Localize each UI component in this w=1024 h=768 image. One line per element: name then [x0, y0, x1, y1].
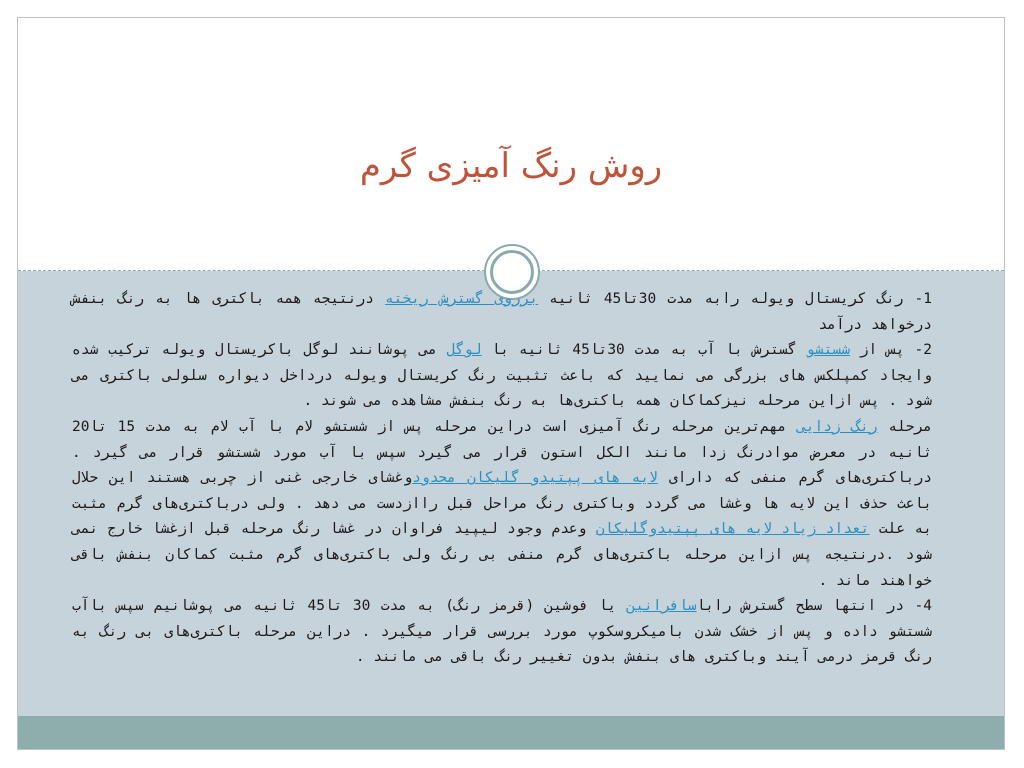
paragraph-text: 2- پس از	[849, 342, 932, 359]
paragraph-text: مهم‌ترین مرحله رنگ آمیزی است دراین مرحله پس از شستشو لام با آب لام به مدت 15 تا20 ثانیه در معرض موادرنگ زدا مانند الکل استون قرار می گیرد سپس با آب مورد شستشو قرار می گیرد . درباکتری‌های گرم منفی که دارای	[72, 418, 932, 487]
hyperlink[interactable]: لایه های پپتیدو گلیکان محدود	[412, 470, 658, 487]
paragraph-text: وعدم وجود لیپید فراوان در غشا رنگ مرحله قبل ازغشا خارج نمی شود .درنتیجه پس ازاین مرحله باکتری‌های گرم منفی بی رنگ ولی باکتری‌های گرم مثبت کماکان بنفش باقی خواهند ماند .	[72, 521, 932, 589]
paragraph-3	[72, 415, 932, 594]
paragraph-text: یا فوشین (قرمز رنگ) به مدت 30 تا45 ثانیه می پوشانیم سپس باآب شستشو داده و پس از خشک شدن بامیکروسکوپ مورد بررسی قرار میگیرد . دراین مرحله باکتری‌های بی رنگ به رنگ قرمز درمی آیند وباکتری های بنفش بدون تغییر رنگ باقی می مانند .	[72, 598, 932, 666]
hyperlink[interactable]: شستشو	[806, 342, 850, 359]
hyperlink[interactable]: لوگل	[446, 342, 482, 359]
paragraph-text: مرحله	[877, 418, 932, 435]
hyperlink[interactable]: سافرانین	[626, 598, 697, 615]
paragraph-text: 4- در انتها سطح گسترش رابا	[696, 598, 932, 615]
hyperlink[interactable]: تعداد زیاد لایه های پپتیدوگلیکان	[595, 521, 870, 538]
slide-title: روش رنگ آمیزی گرم	[359, 146, 663, 186]
body-text	[72, 287, 932, 671]
paragraph-text: وغشای خارجی غنی از چربی هستند این حلال باعث حذف این لایه ها وغشا می گردد وباکتری رنگ مراحل قبل راازدست می دهد . ولی درباکتری‌های گرم مثبت به علت	[72, 470, 932, 538]
paragraph-text: درنتیجه همه باکتری ها به رنگ بنفش درخواهد درآمد	[72, 291, 932, 333]
paragraph-4	[72, 594, 932, 671]
paragraph-text: گسترش با آب به مدت 30تا45 ثانیه با	[481, 342, 807, 359]
paragraph-text: 1- رنگ کریستال ویوله رابه مدت 30تا45 ثانیه	[538, 291, 933, 307]
hyperlink[interactable]: برروی گسترش ریخته	[385, 291, 539, 307]
paragraph-2	[72, 338, 932, 415]
hyperlink[interactable]: رنگ زدایی	[797, 418, 878, 435]
paragraph-1	[72, 287, 932, 338]
paragraph-text: می پوشانند لوگل باکریستال ویوله ترکیب شده وایجاد کمپلکس های بزرگی می نمایید که باعث تثبیت رنگ کریستال ویوله درداخل دیواره سلولی باکتری می شود . پس ازاین مرحله نیزکماکان همه باکتری‌ها به رنگ بنفش مشاهده می شوند .	[72, 342, 932, 410]
